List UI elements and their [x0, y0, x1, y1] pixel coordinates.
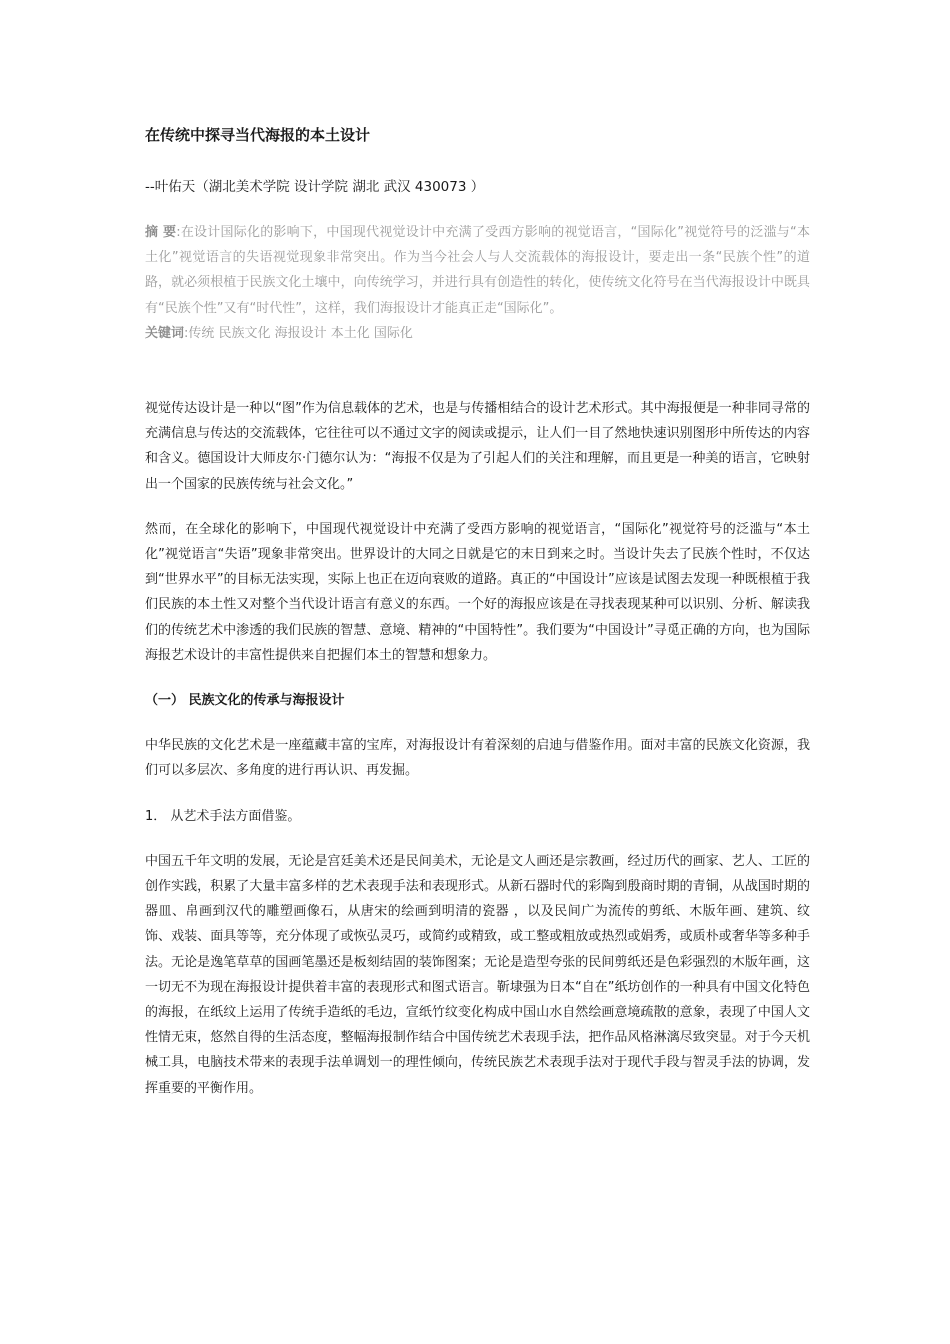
keywords-label: 关键词 — [145, 325, 185, 341]
keywords — [145, 321, 810, 346]
section-heading: （一） 民族文化的传承与海报设计 — [145, 693, 345, 709]
body-paragraph-4: 中国五千年文明的发展，无论是宫廷美术还是民间美术，无论是文人画还是宗教画，经过历代的画家、艺人、工匠的创作实践，积累了大量丰富多样的艺术表现手法和表现形式。从新石器时代的彩陶到殷商时期的青铜，从战国时期的器皿、帛画到汉代的雕塑画像石，从唐宋的绘画到明清的瓷器 ，以及民间广为流传的剪纸、木版年画、建筑、纹饰、戏装、面具等等，充分体现了或恢弘灵巧，或简约或精致，或工整或粗放或热烈或娟秀，或质朴或奢华等多种手法。无论是逸笔草草的国画笔墨还是板刻结固的装饰图案；无论是造型夸张的民间剪纸还是色彩强烈的木版年画，这一切无不为现在海报设计提供着丰富的表现形式和图式语言。靳埭强为日本“自在”纸坊创作的一种具有中国文化特色的海报，在纸纹上运用了传统手造纸的毛边，宣纸竹纹变化构成中国山水自然绘画意境疏散的意象，表现了中国人文性情无束，悠然自得的生活态度，整幅海报制作结合中国传统艺术表现手法，把作品风格淋漓尽致突显。对于今天机械工具，电脑技术带来的表现手法单调划一的理性倾向，传统民族艺术表现手法对于现代手段与智灵手法的协调，发挥重要的平衡作用。 — [145, 853, 810, 1096]
article-title: 在传统中探寻当代海报的本土设计 — [145, 126, 371, 144]
document-page — [145, 118, 810, 1101]
abstract — [145, 220, 810, 321]
author-line: --叶佑天（湖北美术学院 设计学院 湖北 武汉 430073 ） — [145, 179, 485, 195]
body-paragraph-2: 然而，在全球化的影响下，中国现代视觉设计中充满了受西方影响的视觉语言，“国际化”视觉符号的泛滥与“本土化”视觉语言“失语”现象非常突出。世界设计的大同之日就是它的末日到来之时。当设计失去了民族个性时，不仅达到“世界水平”的目标无法实现，实际上也正在迈向衰败的道路。真正的“中国设计”应该是试图去发现一种既根植于我们民族的本土性又对整个当代设计语言有意义的东西。一个好的海报应该是在寻找表现某种可以识别、分析、解读我们的传统艺术中渗透的我们民族的智慧、意境、精神的“中国特性”。我们要为“中国设计”寻觅正确的方向，也为国际海报艺术设计的丰富性提供来自把握们本土的智慧和想象力。 — [145, 521, 810, 663]
body-paragraph-1: 视觉传达设计是一种以“图”作为信息载体的艺术，也是与传播相结合的设计艺术形式。其中海报便是一种非同寻常的充满信息与传达的交流载体，它往往可以不通过文字的阅读或提示，让人们一目了然地快速识别图形中所传达的内容和含义。德国设计大师皮尔·门德尔认为：“海报不仅是为了引起人们的关注和理解，而且更是一种美的语言，它映射出一个国家的民族传统与社会文化。” — [145, 401, 810, 492]
abstract-label: 摘 要 — [145, 225, 177, 240]
keywords-text: :传统 民族文化 海报设计 本土化 国际化 — [184, 325, 413, 341]
body-paragraph-3: 中华民族的文化艺术是一座蕴藏丰富的宝库，对海报设计有着深刻的启迪与借鉴作用。面对丰富的民族文化资源，我们可以多层次、多角度的进行再认识、再发掘。 — [145, 738, 810, 779]
abstract-text: :在设计国际化的影响下，中国现代视觉设计中充满了受西方影响的视觉语言，“国际化”视觉符号的泛滥与“本土化”视觉语言的失语视觉现象非常突出。作为当今社会人与人交流载体的海报设计，要走出一条“民族个性”的道路，就必须根植于民族文化土壤中，向传统学习，并进行具有创造性的转化，使传统文化符号在当代海报设计中既具有“民族个性”又有“时代性”，这样，我们海报设计才能真正走“国际化”。 — [145, 225, 810, 316]
list-item-1: 1． 从艺术手法方面借鉴。 — [145, 808, 301, 824]
